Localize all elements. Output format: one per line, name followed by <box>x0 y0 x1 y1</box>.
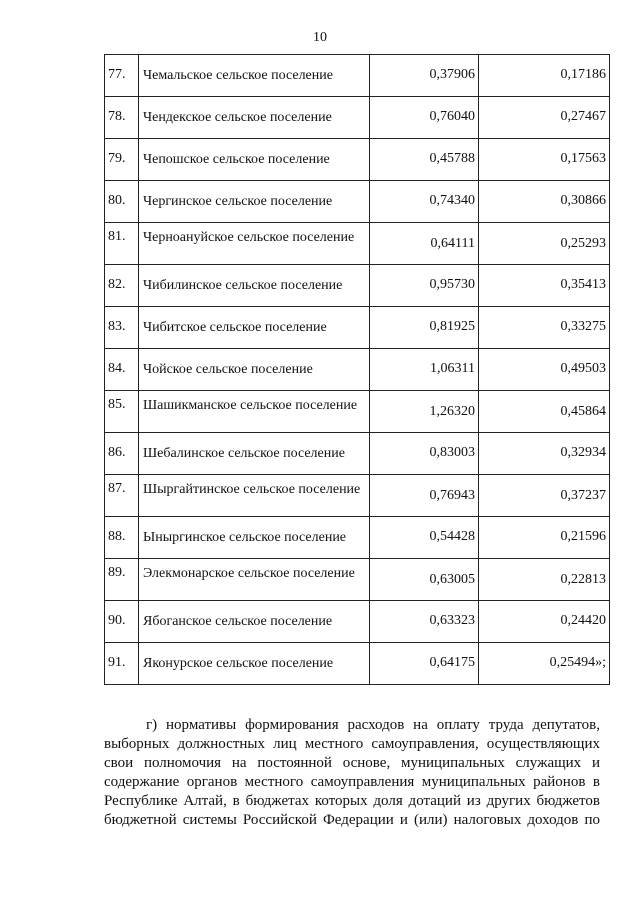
table-row <box>105 391 610 433</box>
settlement-name: Чойское сельское поселение <box>139 349 370 391</box>
value-2: 0,17563 <box>479 139 610 181</box>
value-2: 0,49503 <box>479 349 610 391</box>
settlements-table <box>104 54 610 685</box>
paragraph-line: содержание органов местного самоуправления муниципальных районов в <box>104 774 600 790</box>
row-number: 81. <box>105 223 139 265</box>
value-2: 0,25494»; <box>479 643 610 685</box>
table-row <box>105 559 610 601</box>
value-2: 0,30866 <box>479 181 610 223</box>
value-2: 0,24420 <box>479 601 610 643</box>
settlement-name: Чергинское сельское поселение <box>139 181 370 223</box>
settlement-name: Шашикманское сельское поселение <box>139 391 370 433</box>
row-number: 77. <box>105 55 139 97</box>
table-row <box>105 643 610 685</box>
row-number: 86. <box>105 433 139 475</box>
row-number: 79. <box>105 139 139 181</box>
value-1: 1,26320 <box>370 391 479 433</box>
row-number: 78. <box>105 97 139 139</box>
value-1: 0,63005 <box>370 559 479 601</box>
value-1: 1,06311 <box>370 349 479 391</box>
paragraph-line: выборных должностных лиц местного самоуправления, осуществляющих <box>104 736 600 752</box>
value-2: 0,25293 <box>479 223 610 265</box>
paragraph-line: свои полномочия на постоянной основе, муниципальных служащих и <box>104 755 600 771</box>
value-1: 0,64175 <box>370 643 479 685</box>
row-number: 89. <box>105 559 139 601</box>
value-1: 0,76943 <box>370 475 479 517</box>
row-number: 87. <box>105 475 139 517</box>
value-2: 0,45864 <box>479 391 610 433</box>
settlement-name: Чендекское сельское поселение <box>139 97 370 139</box>
row-number: 85. <box>105 391 139 433</box>
paragraph-line: Республике Алтай, в бюджетах которых доля дотаций из других бюджетов <box>104 793 600 809</box>
settlement-name: Шебалинское сельское поселение <box>139 433 370 475</box>
settlement-name: Ыныргинское сельское поселение <box>139 517 370 559</box>
row-number: 90. <box>105 601 139 643</box>
settlement-name: Чибитское сельское поселение <box>139 307 370 349</box>
table-row <box>105 475 610 517</box>
settlement-name: Чепошское сельское поселение <box>139 139 370 181</box>
settlement-name: Черноануйское сельское поселение <box>139 223 370 265</box>
paragraph-line: бюджетной системы Российской Федерации и (или) налоговых доходов по <box>104 812 600 828</box>
table-row <box>105 139 610 181</box>
value-1: 0,45788 <box>370 139 479 181</box>
value-1: 0,95730 <box>370 265 479 307</box>
table-row <box>105 433 610 475</box>
row-number: 84. <box>105 349 139 391</box>
row-number: 91. <box>105 643 139 685</box>
value-2: 0,37237 <box>479 475 610 517</box>
table-row <box>105 265 610 307</box>
body-paragraph <box>104 716 600 830</box>
value-1: 0,63323 <box>370 601 479 643</box>
settlement-name: Элекмонарское сельское поселение <box>139 559 370 601</box>
row-number: 80. <box>105 181 139 223</box>
value-2: 0,17186 <box>479 55 610 97</box>
table-row <box>105 601 610 643</box>
row-number: 88. <box>105 517 139 559</box>
value-2: 0,32934 <box>479 433 610 475</box>
value-1: 0,64111 <box>370 223 479 265</box>
table-row <box>105 55 610 97</box>
value-1: 0,81925 <box>370 307 479 349</box>
paragraph-line: г) нормативы формирования расходов на оплату труда депутатов, <box>146 717 600 733</box>
table-row <box>105 307 610 349</box>
value-2: 0,27467 <box>479 97 610 139</box>
row-number: 82. <box>105 265 139 307</box>
settlement-name: Чибилинское сельское поселение <box>139 265 370 307</box>
row-number: 83. <box>105 307 139 349</box>
table-row <box>105 517 610 559</box>
table-row <box>105 97 610 139</box>
value-2: 0,35413 <box>479 265 610 307</box>
value-1: 0,54428 <box>370 517 479 559</box>
value-2: 0,33275 <box>479 307 610 349</box>
value-1: 0,74340 <box>370 181 479 223</box>
table-row <box>105 223 610 265</box>
value-1: 0,37906 <box>370 55 479 97</box>
settlement-name: Чемальское сельское поселение <box>139 55 370 97</box>
table-row <box>105 181 610 223</box>
settlement-name: Яконурское сельское поселение <box>139 643 370 685</box>
settlement-name: Ябоганское сельское поселение <box>139 601 370 643</box>
settlement-name: Шыргайтинское сельское поселение <box>139 475 370 517</box>
value-2: 0,22813 <box>479 559 610 601</box>
value-1: 0,83003 <box>370 433 479 475</box>
table-row <box>105 349 610 391</box>
value-1: 0,76040 <box>370 97 479 139</box>
page-number: 10 <box>313 30 327 45</box>
value-2: 0,21596 <box>479 517 610 559</box>
